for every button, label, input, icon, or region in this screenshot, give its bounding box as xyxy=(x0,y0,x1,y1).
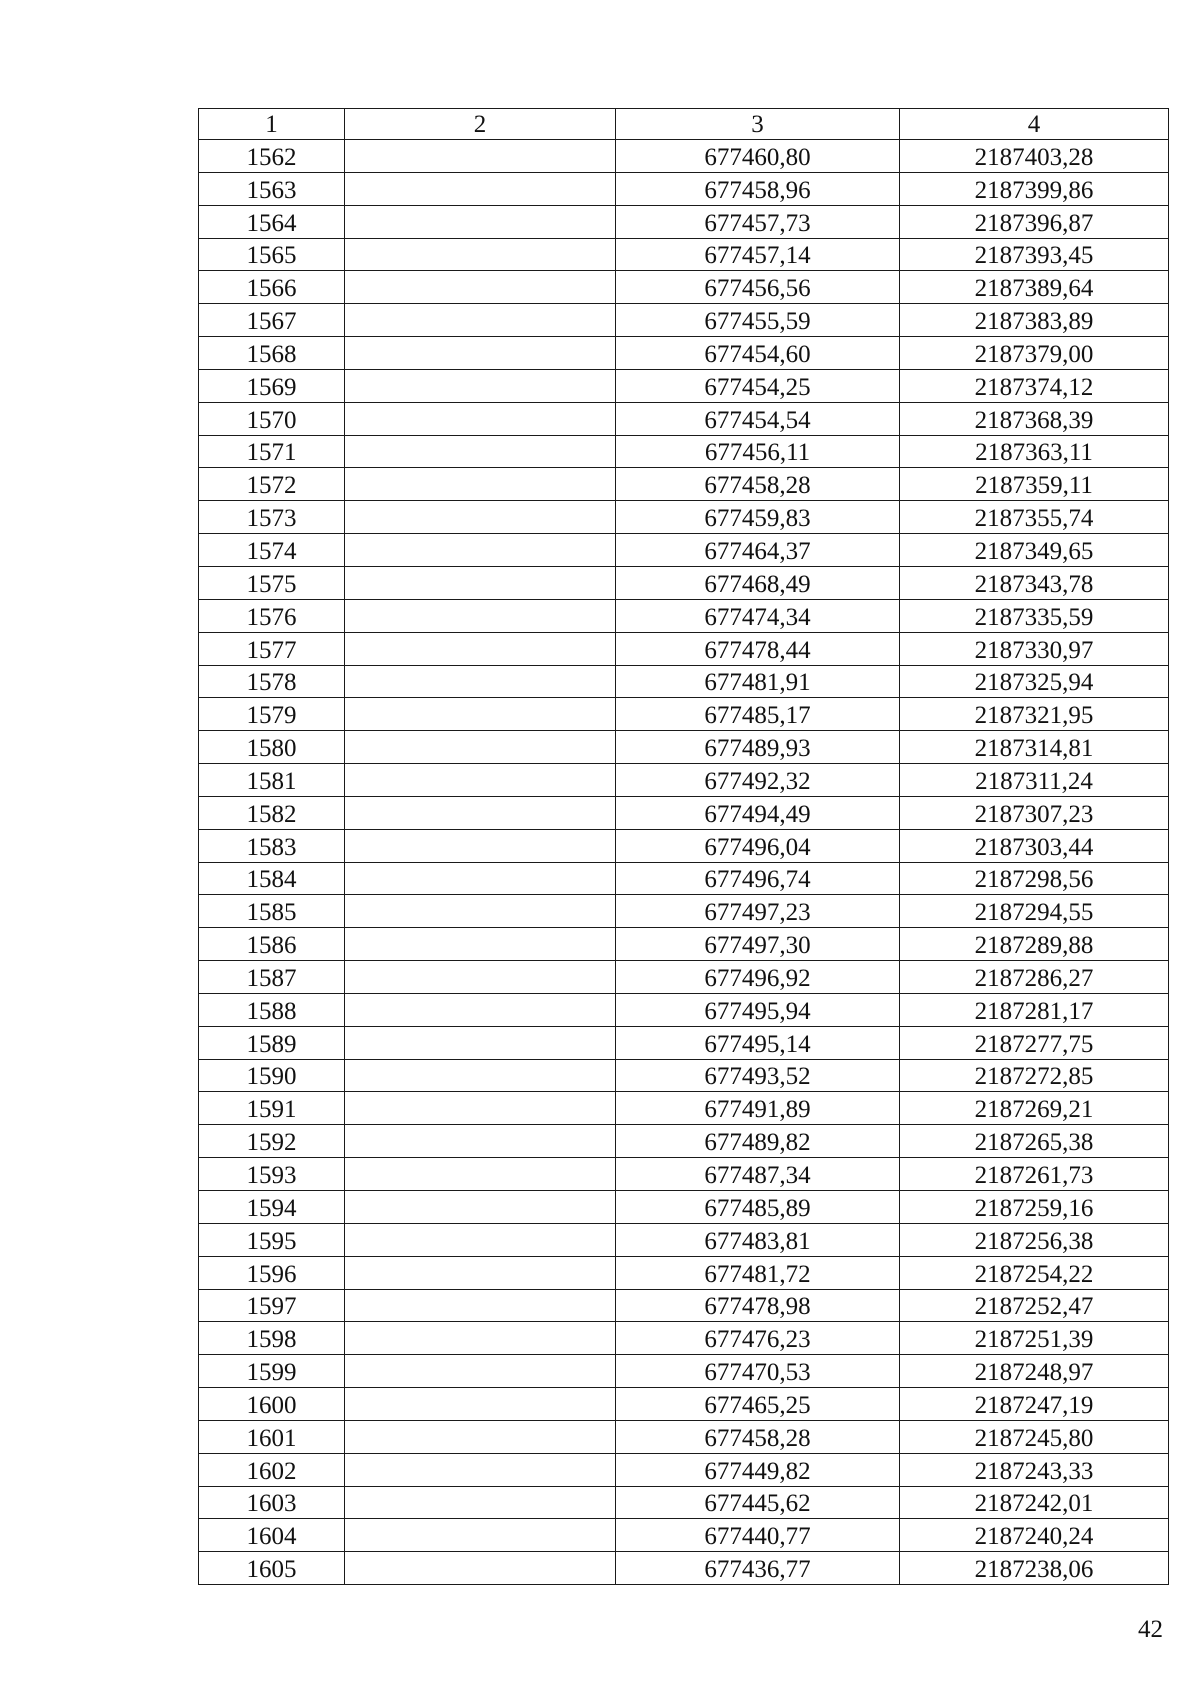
point-number-cell: 1570 xyxy=(199,402,345,435)
point-number-cell: 1583 xyxy=(199,829,345,862)
table-row xyxy=(199,534,1169,567)
y-coordinate-cell: 2187383,89 xyxy=(900,304,1169,337)
column-header-2: 2 xyxy=(345,109,616,140)
x-coordinate-cell: 677492,32 xyxy=(616,764,900,797)
y-coordinate-cell: 2187256,38 xyxy=(900,1223,1169,1256)
table-row xyxy=(199,1453,1169,1486)
y-coordinate-cell: 2187349,65 xyxy=(900,534,1169,567)
x-coordinate-cell: 677489,82 xyxy=(616,1125,900,1158)
table-row xyxy=(199,1256,1169,1289)
table-row xyxy=(199,1158,1169,1191)
point-number-cell: 1584 xyxy=(199,862,345,895)
x-coordinate-cell: 677465,25 xyxy=(616,1388,900,1421)
table-row xyxy=(199,698,1169,731)
description-cell xyxy=(345,238,616,271)
y-coordinate-cell: 2187240,24 xyxy=(900,1519,1169,1552)
description-cell xyxy=(345,1026,616,1059)
point-number-cell: 1564 xyxy=(199,205,345,238)
table-header xyxy=(199,109,1169,140)
description-cell xyxy=(345,829,616,862)
y-coordinate-cell: 2187303,44 xyxy=(900,829,1169,862)
table-row xyxy=(199,1388,1169,1421)
x-coordinate-cell: 677449,82 xyxy=(616,1453,900,1486)
point-number-cell: 1585 xyxy=(199,895,345,928)
y-coordinate-cell: 2187314,81 xyxy=(900,731,1169,764)
point-number-cell: 1578 xyxy=(199,665,345,698)
point-number-cell: 1588 xyxy=(199,993,345,1026)
description-cell xyxy=(345,796,616,829)
table-row xyxy=(199,1223,1169,1256)
y-coordinate-cell: 2187251,39 xyxy=(900,1322,1169,1355)
y-coordinate-cell: 2187311,24 xyxy=(900,764,1169,797)
point-number-cell: 1575 xyxy=(199,566,345,599)
y-coordinate-cell: 2187281,17 xyxy=(900,993,1169,1026)
table-row xyxy=(199,1420,1169,1453)
x-coordinate-cell: 677493,52 xyxy=(616,1059,900,1092)
description-cell xyxy=(345,1092,616,1125)
point-number-cell: 1600 xyxy=(199,1388,345,1421)
point-number-cell: 1562 xyxy=(199,140,345,173)
y-coordinate-cell: 2187272,85 xyxy=(900,1059,1169,1092)
description-cell xyxy=(345,1289,616,1322)
x-coordinate-cell: 677496,92 xyxy=(616,961,900,994)
description-cell xyxy=(345,402,616,435)
point-number-cell: 1569 xyxy=(199,369,345,402)
table-row xyxy=(199,304,1169,337)
table-row xyxy=(199,1355,1169,1388)
description-cell xyxy=(345,304,616,337)
table-row xyxy=(199,402,1169,435)
point-number-cell: 1568 xyxy=(199,337,345,370)
table-row xyxy=(199,1125,1169,1158)
point-number-cell: 1597 xyxy=(199,1289,345,1322)
table-row xyxy=(199,1486,1169,1519)
x-coordinate-cell: 677496,74 xyxy=(616,862,900,895)
x-coordinate-cell: 677470,53 xyxy=(616,1355,900,1388)
description-cell xyxy=(345,1125,616,1158)
description-cell xyxy=(345,1420,616,1453)
description-cell xyxy=(345,862,616,895)
point-number-cell: 1587 xyxy=(199,961,345,994)
x-coordinate-cell: 677445,62 xyxy=(616,1486,900,1519)
point-number-cell: 1566 xyxy=(199,271,345,304)
point-number-cell: 1571 xyxy=(199,435,345,468)
description-cell xyxy=(345,140,616,173)
y-coordinate-cell: 2187259,16 xyxy=(900,1191,1169,1224)
table-row xyxy=(199,435,1169,468)
table-row xyxy=(199,1059,1169,1092)
x-coordinate-cell: 677454,54 xyxy=(616,402,900,435)
x-coordinate-cell: 677474,34 xyxy=(616,599,900,632)
table-row xyxy=(199,501,1169,534)
description-cell xyxy=(345,337,616,370)
x-coordinate-cell: 677457,73 xyxy=(616,205,900,238)
description-cell xyxy=(345,599,616,632)
point-number-cell: 1567 xyxy=(199,304,345,337)
point-number-cell: 1595 xyxy=(199,1223,345,1256)
description-cell xyxy=(345,566,616,599)
x-coordinate-cell: 677458,28 xyxy=(616,1420,900,1453)
table-row xyxy=(199,1026,1169,1059)
description-cell xyxy=(345,172,616,205)
y-coordinate-cell: 2187238,06 xyxy=(900,1552,1169,1585)
table-row xyxy=(199,172,1169,205)
point-number-cell: 1589 xyxy=(199,1026,345,1059)
x-coordinate-cell: 677478,44 xyxy=(616,632,900,665)
x-coordinate-cell: 677460,80 xyxy=(616,140,900,173)
description-cell xyxy=(345,1486,616,1519)
y-coordinate-cell: 2187269,21 xyxy=(900,1092,1169,1125)
page-number: 42 xyxy=(1138,1616,1163,1643)
table-body xyxy=(199,140,1169,1585)
description-cell xyxy=(345,731,616,764)
table-row xyxy=(199,599,1169,632)
table-row xyxy=(199,1322,1169,1355)
description-cell xyxy=(345,928,616,961)
description-cell xyxy=(345,1191,616,1224)
x-coordinate-cell: 677485,17 xyxy=(616,698,900,731)
x-coordinate-cell: 677436,77 xyxy=(616,1552,900,1585)
table-row xyxy=(199,895,1169,928)
x-coordinate-cell: 677458,28 xyxy=(616,468,900,501)
table-row xyxy=(199,468,1169,501)
y-coordinate-cell: 2187363,11 xyxy=(900,435,1169,468)
y-coordinate-cell: 2187368,39 xyxy=(900,402,1169,435)
point-number-cell: 1592 xyxy=(199,1125,345,1158)
column-header-1: 1 xyxy=(199,109,345,140)
header-row xyxy=(199,109,1169,140)
y-coordinate-cell: 2187389,64 xyxy=(900,271,1169,304)
x-coordinate-cell: 677483,81 xyxy=(616,1223,900,1256)
point-number-cell: 1579 xyxy=(199,698,345,731)
description-cell xyxy=(345,895,616,928)
y-coordinate-cell: 2187298,56 xyxy=(900,862,1169,895)
description-cell xyxy=(345,698,616,731)
x-coordinate-cell: 677440,77 xyxy=(616,1519,900,1552)
description-cell xyxy=(345,501,616,534)
table-row xyxy=(199,140,1169,173)
y-coordinate-cell: 2187359,11 xyxy=(900,468,1169,501)
x-coordinate-cell: 677476,23 xyxy=(616,1322,900,1355)
x-coordinate-cell: 677481,91 xyxy=(616,665,900,698)
x-coordinate-cell: 677456,56 xyxy=(616,271,900,304)
x-coordinate-cell: 677495,14 xyxy=(616,1026,900,1059)
point-number-cell: 1605 xyxy=(199,1552,345,1585)
y-coordinate-cell: 2187247,19 xyxy=(900,1388,1169,1421)
point-number-cell: 1603 xyxy=(199,1486,345,1519)
table-row xyxy=(199,665,1169,698)
description-cell xyxy=(345,1519,616,1552)
y-coordinate-cell: 2187307,23 xyxy=(900,796,1169,829)
point-number-cell: 1580 xyxy=(199,731,345,764)
table-row xyxy=(199,764,1169,797)
x-coordinate-cell: 677487,34 xyxy=(616,1158,900,1191)
x-coordinate-cell: 677485,89 xyxy=(616,1191,900,1224)
y-coordinate-cell: 2187265,38 xyxy=(900,1125,1169,1158)
description-cell xyxy=(345,271,616,304)
description-cell xyxy=(345,1355,616,1388)
description-cell xyxy=(345,764,616,797)
table-row xyxy=(199,1191,1169,1224)
description-cell xyxy=(345,1552,616,1585)
y-coordinate-cell: 2187393,45 xyxy=(900,238,1169,271)
point-number-cell: 1565 xyxy=(199,238,345,271)
y-coordinate-cell: 2187374,12 xyxy=(900,369,1169,402)
y-coordinate-cell: 2187399,86 xyxy=(900,172,1169,205)
point-number-cell: 1576 xyxy=(199,599,345,632)
x-coordinate-cell: 677481,72 xyxy=(616,1256,900,1289)
point-number-cell: 1574 xyxy=(199,534,345,567)
description-cell xyxy=(345,1158,616,1191)
table-row xyxy=(199,205,1169,238)
y-coordinate-cell: 2187252,47 xyxy=(900,1289,1169,1322)
point-number-cell: 1601 xyxy=(199,1420,345,1453)
table-row xyxy=(199,928,1169,961)
x-coordinate-cell: 677497,23 xyxy=(616,895,900,928)
y-coordinate-cell: 2187379,00 xyxy=(900,337,1169,370)
description-cell xyxy=(345,961,616,994)
x-coordinate-cell: 677491,89 xyxy=(616,1092,900,1125)
x-coordinate-cell: 677468,49 xyxy=(616,566,900,599)
table-row xyxy=(199,731,1169,764)
x-coordinate-cell: 677489,93 xyxy=(616,731,900,764)
table-row xyxy=(199,369,1169,402)
y-coordinate-cell: 2187254,22 xyxy=(900,1256,1169,1289)
point-number-cell: 1582 xyxy=(199,796,345,829)
table-row xyxy=(199,1519,1169,1552)
y-coordinate-cell: 2187248,97 xyxy=(900,1355,1169,1388)
table-row xyxy=(199,796,1169,829)
point-number-cell: 1577 xyxy=(199,632,345,665)
x-coordinate-cell: 677495,94 xyxy=(616,993,900,1026)
y-coordinate-cell: 2187289,88 xyxy=(900,928,1169,961)
table-row xyxy=(199,566,1169,599)
x-coordinate-cell: 677497,30 xyxy=(616,928,900,961)
description-cell xyxy=(345,435,616,468)
x-coordinate-cell: 677458,96 xyxy=(616,172,900,205)
point-number-cell: 1590 xyxy=(199,1059,345,1092)
x-coordinate-cell: 677454,25 xyxy=(616,369,900,402)
point-number-cell: 1586 xyxy=(199,928,345,961)
description-cell xyxy=(345,1059,616,1092)
point-number-cell: 1604 xyxy=(199,1519,345,1552)
table-row xyxy=(199,829,1169,862)
point-number-cell: 1581 xyxy=(199,764,345,797)
y-coordinate-cell: 2187335,59 xyxy=(900,599,1169,632)
description-cell xyxy=(345,534,616,567)
table-row xyxy=(199,1289,1169,1322)
point-number-cell: 1573 xyxy=(199,501,345,534)
point-number-cell: 1594 xyxy=(199,1191,345,1224)
x-coordinate-cell: 677457,14 xyxy=(616,238,900,271)
y-coordinate-cell: 2187343,78 xyxy=(900,566,1169,599)
coordinates-table xyxy=(198,108,1169,1585)
x-coordinate-cell: 677456,11 xyxy=(616,435,900,468)
y-coordinate-cell: 2187325,94 xyxy=(900,665,1169,698)
y-coordinate-cell: 2187245,80 xyxy=(900,1420,1169,1453)
table-row xyxy=(199,1092,1169,1125)
y-coordinate-cell: 2187243,33 xyxy=(900,1453,1169,1486)
x-coordinate-cell: 677454,60 xyxy=(616,337,900,370)
point-number-cell: 1598 xyxy=(199,1322,345,1355)
x-coordinate-cell: 677464,37 xyxy=(616,534,900,567)
point-number-cell: 1563 xyxy=(199,172,345,205)
description-cell xyxy=(345,468,616,501)
y-coordinate-cell: 2187242,01 xyxy=(900,1486,1169,1519)
point-number-cell: 1572 xyxy=(199,468,345,501)
description-cell xyxy=(345,665,616,698)
table-row xyxy=(199,632,1169,665)
y-coordinate-cell: 2187277,75 xyxy=(900,1026,1169,1059)
x-coordinate-cell: 677455,59 xyxy=(616,304,900,337)
description-cell xyxy=(345,1388,616,1421)
x-coordinate-cell: 677459,83 xyxy=(616,501,900,534)
description-cell xyxy=(345,993,616,1026)
description-cell xyxy=(345,1256,616,1289)
y-coordinate-cell: 2187403,28 xyxy=(900,140,1169,173)
y-coordinate-cell: 2187321,95 xyxy=(900,698,1169,731)
description-cell xyxy=(345,205,616,238)
y-coordinate-cell: 2187355,74 xyxy=(900,501,1169,534)
point-number-cell: 1596 xyxy=(199,1256,345,1289)
point-number-cell: 1599 xyxy=(199,1355,345,1388)
description-cell xyxy=(345,1223,616,1256)
table-row xyxy=(199,238,1169,271)
table-row xyxy=(199,1552,1169,1585)
y-coordinate-cell: 2187294,55 xyxy=(900,895,1169,928)
table-row xyxy=(199,337,1169,370)
y-coordinate-cell: 2187396,87 xyxy=(900,205,1169,238)
description-cell xyxy=(345,369,616,402)
table-row xyxy=(199,993,1169,1026)
column-header-3: 3 xyxy=(616,109,900,140)
y-coordinate-cell: 2187261,73 xyxy=(900,1158,1169,1191)
table-row xyxy=(199,271,1169,304)
table-row xyxy=(199,862,1169,895)
y-coordinate-cell: 2187286,27 xyxy=(900,961,1169,994)
point-number-cell: 1593 xyxy=(199,1158,345,1191)
x-coordinate-cell: 677494,49 xyxy=(616,796,900,829)
point-number-cell: 1602 xyxy=(199,1453,345,1486)
x-coordinate-cell: 677496,04 xyxy=(616,829,900,862)
x-coordinate-cell: 677478,98 xyxy=(616,1289,900,1322)
column-header-4: 4 xyxy=(900,109,1169,140)
description-cell xyxy=(345,632,616,665)
description-cell xyxy=(345,1322,616,1355)
y-coordinate-cell: 2187330,97 xyxy=(900,632,1169,665)
point-number-cell: 1591 xyxy=(199,1092,345,1125)
description-cell xyxy=(345,1453,616,1486)
table-row xyxy=(199,961,1169,994)
